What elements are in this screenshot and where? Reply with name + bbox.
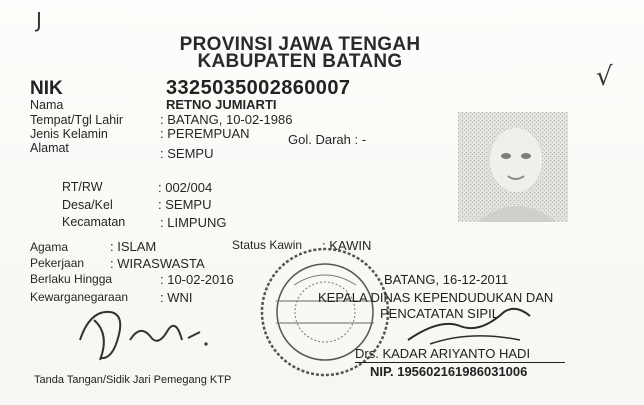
value-rt-rw: : 002/004 xyxy=(158,180,213,195)
label-kecamatan: Kecamatan xyxy=(62,215,126,229)
value-pekerjaan: : WIRASWASTA xyxy=(110,256,205,271)
label-nama: Nama xyxy=(30,98,64,112)
issuing-office-line2: PENCATATAN SIPIL xyxy=(380,306,499,321)
value-jenis-kelamin: : PEREMPUAN xyxy=(160,126,250,141)
nik-value: 3325035002860007 xyxy=(166,77,351,99)
value-nama: RETNO JUMIARTI xyxy=(166,97,277,112)
label-kewarganegaraan: Kewarganegaraan xyxy=(30,290,129,304)
official-nip: NIP. 195602161986031006 xyxy=(370,364,528,379)
nik-label: NIK xyxy=(30,78,63,99)
issuance-place-date: BATANG, 16-12-2011 xyxy=(384,272,509,287)
label-agama: Agama xyxy=(30,240,69,254)
holder-signature xyxy=(70,300,220,370)
value-berlaku: : 10-02-2016 xyxy=(160,272,234,287)
label-alamat: Alamat xyxy=(30,141,69,155)
label-status-kawin: Status Kawin xyxy=(232,238,303,252)
header-regency: KABUPATEN BATANG xyxy=(197,51,403,72)
value-alamat: : SEMPU xyxy=(160,146,214,161)
label-rt-rw: RT/RW xyxy=(62,180,103,194)
official-name-underline xyxy=(355,362,565,363)
value-desa: : SEMPU xyxy=(158,197,212,212)
label-berlaku: Berlaku Hingga xyxy=(30,272,113,286)
label-pekerjaan: Pekerjaan xyxy=(30,256,85,270)
value-kewarganegaraan: : WNI xyxy=(160,290,193,305)
value-status-kawin: : KAWIN xyxy=(322,238,372,253)
label-desa: Desa/Kel xyxy=(62,198,113,212)
label-ttl: Tempat/Tgl Lahir xyxy=(30,113,124,127)
label-gol-darah: Gol. Darah : - xyxy=(288,132,367,147)
official-name: Drs. KADAR ARIYANTO HADI xyxy=(355,346,531,361)
holder-signature-caption: Tanda Tangan/Sidik Jari Pemegang KTP xyxy=(34,374,232,386)
holder-photo xyxy=(458,112,568,222)
handwritten-mark-top-left: J xyxy=(36,8,42,32)
value-kecamatan: : LIMPUNG xyxy=(160,215,227,230)
label-jenis-kelamin: Jenis Kelamin xyxy=(30,127,108,141)
issuing-office-line1: KEPALA DINAS KEPENDUDUKAN DAN xyxy=(318,290,554,305)
handwritten-check-mark: √ xyxy=(596,62,613,92)
header-province: PROVINSI JAWA TENGAH xyxy=(179,34,421,55)
value-agama: : ISLAM xyxy=(110,239,157,254)
value-ttl: : BATANG, 10-02-1986 xyxy=(160,112,293,127)
